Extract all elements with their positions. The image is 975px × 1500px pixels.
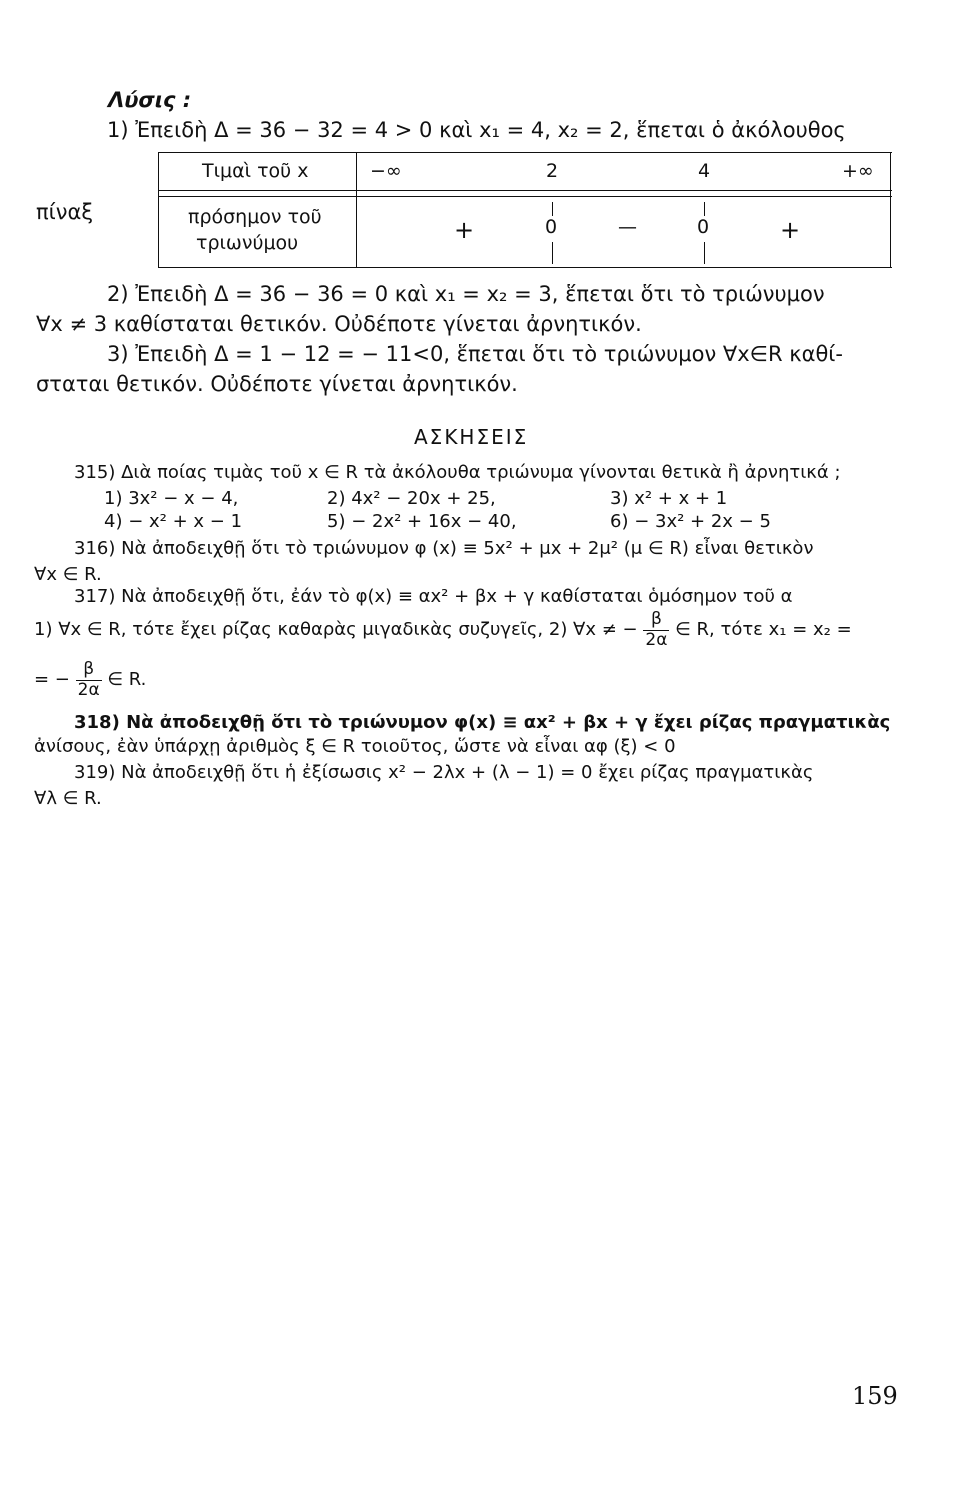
fraction-denominator: 2α [645, 629, 668, 650]
value-2: 2 [546, 160, 559, 182]
value-neg-inf: −∞ [370, 160, 402, 182]
exercise-318-line-1: 318) Νὰ ἀποδειχθῇ ὅτι τὸ τριώνυμον φ(x) ≡ αx² + βx + γ ἔχει ρίζας πραγματικὰς [74, 712, 891, 733]
tick-4-bottom [704, 242, 705, 264]
page-number: 159 [852, 1382, 898, 1410]
solution-heading: Λύσις : [108, 88, 192, 112]
exercise-318-line-2: ἀνίσους, ἐὰν ὑπάρχῃ ἀριθμὸς ξ ∈ R τοιοῦτος, ὥστε νὰ εἶναι αφ (ξ) < 0 [34, 736, 676, 757]
exercise-317-line-2-b: ∈ R, τότε x₁ = x₂ = [675, 619, 852, 641]
value-pos-inf: +∞ [842, 160, 874, 182]
exercise-317-line-2 [34, 610, 852, 650]
exercise-317-line-1: 317) Νὰ ἀποδειχθῇ ὅτι, ἐάν τὸ φ(x) ≡ αx² + βx + γ καθίσταται ὁμόσημον τοῦ α [74, 586, 793, 607]
fraction-beta-2alpha [643, 610, 669, 650]
tick-4-top [704, 202, 705, 216]
fraction-numerator-2: β [83, 659, 95, 679]
sign-zero-1: 0 [545, 216, 558, 238]
sign-zero-2: 0 [697, 216, 710, 238]
exercise-317-line-3 [34, 660, 146, 700]
case-2-line-1: 2) Ἐπειδὴ Δ = 36 − 36 = 0 καὶ x₁ = x₂ = 3, ἕπεται ὅτι τὸ τριώνυμον [107, 282, 825, 306]
exercise-316-line-1: 316) Νὰ ἀποδειχθῇ ὅτι τὸ τριώνυμον φ (x) ≡ 5x² + μx + 2μ² (μ ∈ R) εἶναι θετικὸν [74, 538, 814, 559]
exercise-317-line-3-a: = − [34, 669, 70, 691]
sign-minus: — [618, 216, 637, 238]
sign-table [158, 152, 892, 268]
fraction-numerator: β [650, 609, 662, 629]
case-3-line-1: 3) Ἐπειδὴ Δ = 1 − 12 = − 11<0, ἕπεται ὅτι τὸ τριώνυμον ∀x∈R καθί- [107, 342, 843, 366]
row-header-sign-2: τριωνύμου [196, 232, 299, 254]
exercise-315-item-5: 5) − 2x² + 16x − 40, [327, 511, 517, 532]
exercise-317-line-3-b: ∈ R. [107, 669, 147, 691]
exercise-316-line-2: ∀x ∈ R. [34, 564, 102, 585]
sign-plus-right: + [780, 216, 801, 244]
fraction-denominator-2: 2α [77, 679, 100, 700]
exercise-315-item-1: 1) 3x² − x − 4, [104, 488, 239, 509]
exercise-315-item-2: 2) 4x² − 20x + 25, [327, 488, 496, 509]
case-2-line-2: ∀x ≠ 3 καθίσταται θετικόν. Οὐδέποτε γίνεται ἀρνητικόν. [36, 312, 642, 336]
exercise-319-line-1: 319) Νὰ ἀποδειχθῇ ὅτι ἡ ἐξίσωσις x² − 2λx + (λ − 1) = 0 ἔχει ρίζας πραγματικὰς [74, 762, 814, 783]
row-header-x-values: Τιμαὶ τοῦ x [202, 160, 309, 182]
case-3-line-2: σταται θετικόν. Οὐδέποτε γίνεται ἀρνητικόν. [36, 372, 518, 396]
row-header-sign: πρόσημον τοῦ [188, 206, 322, 228]
tick-2-top [552, 202, 553, 216]
exercises-heading: ΑΣΚΗΣΕΙΣ [414, 425, 529, 449]
value-4: 4 [698, 160, 711, 182]
sign-plus-left: + [454, 216, 475, 244]
fraction-beta-2alpha-2 [76, 660, 102, 700]
exercise-317-line-2-a: 1) ∀x ∈ R, τότε ἔχει ρίζας καθαρὰς μιγαδικὰς συζυγεῖς, 2) ∀x ≠ − [34, 619, 638, 641]
exercise-315-item-3: 3) x² + x + 1 [610, 488, 728, 509]
exercise-315-item-6: 6) − 3x² + 2x − 5 [610, 511, 771, 532]
exercise-319-line-2: ∀λ ∈ R. [34, 788, 102, 809]
case-1-text: 1) Ἐπειδὴ Δ = 36 − 32 = 4 > 0 καὶ x₁ = 4, x₂ = 2, ἕπεται ὁ ἀκόλουθος [107, 118, 846, 142]
table-label: πίναξ [36, 200, 94, 224]
exercise-315-item-4: 4) − x² + x − 1 [104, 511, 243, 532]
exercise-315: 315) Διὰ ποίας τιμὰς τοῦ x ∈ R τὰ ἀκόλουθα τριώνυμα γίνονται θετικὰ ἢ ἀρνητικά ; [74, 462, 841, 483]
tick-2-bottom [552, 242, 553, 264]
